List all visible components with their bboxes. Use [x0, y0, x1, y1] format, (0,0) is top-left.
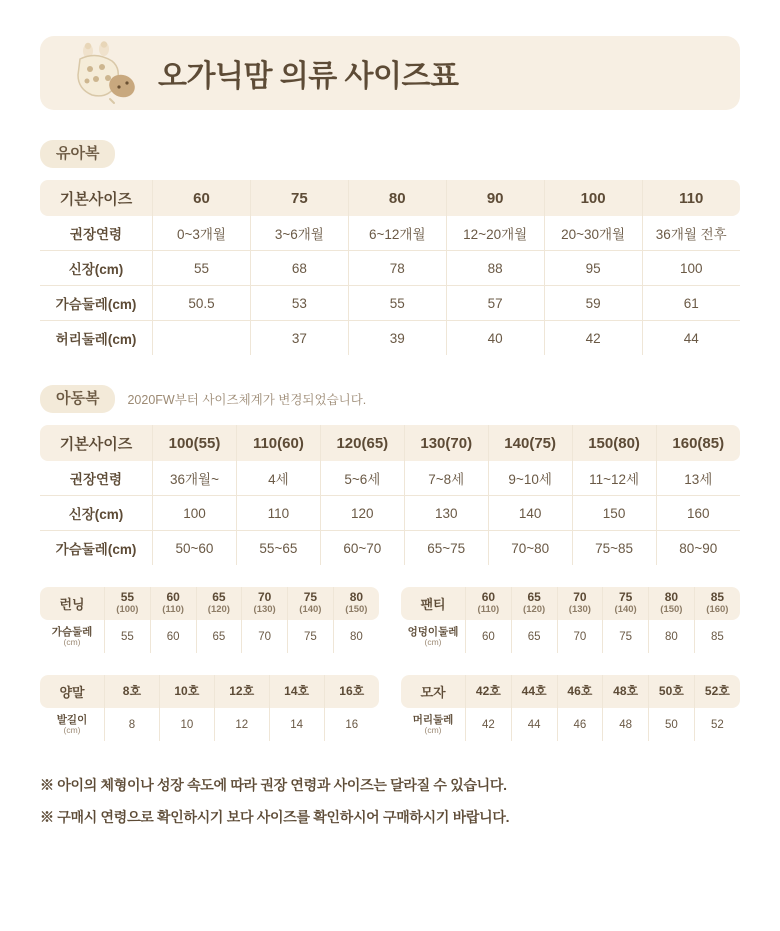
table-cell: 44	[511, 708, 557, 741]
table-cell: 14	[269, 708, 324, 741]
table-cell: 80	[649, 620, 695, 653]
table-cell: 11~12세	[572, 461, 656, 496]
column-header: 10호	[159, 675, 214, 708]
table-cell: 7~8세	[404, 461, 488, 496]
mini-tables-row-2	[40, 675, 740, 741]
column-header: 70 (130)	[557, 587, 603, 620]
table-cell: 65	[511, 620, 557, 653]
giraffe-mascot-icon	[66, 41, 144, 105]
table-cell: 36개월~	[153, 461, 237, 496]
table-cell: 88	[446, 251, 544, 286]
table-cell: 80~90	[679, 540, 718, 556]
mini-table-running	[40, 587, 379, 653]
table-cell: 68	[250, 251, 348, 286]
table-cell: 130	[404, 496, 488, 531]
table-cell	[153, 321, 251, 356]
table-cell: 55~65	[236, 531, 320, 566]
row-label: 엉덩이둘레 (cm)	[401, 620, 466, 653]
table-cell: 140	[488, 496, 572, 531]
table-cell: 75~85	[572, 531, 656, 566]
column-header: 8호	[105, 675, 160, 708]
row-label: 발길이 (cm)	[40, 708, 105, 741]
table-cell: 5~6세	[320, 461, 404, 496]
note-line: ※ 아이의 체형이나 성장 속도에 따라 권장 연령과 사이즈는 달라질 수 있습니다.	[40, 777, 507, 793]
column-header: 55 (100)	[105, 587, 151, 620]
table-cell: 12~20개월	[446, 216, 544, 251]
column-header: 65 (120)	[196, 587, 242, 620]
mini-title: 양말	[40, 675, 105, 708]
column-header: 80 (150)	[333, 587, 379, 620]
table-cell: 6~12개월	[348, 216, 446, 251]
table-cell: 70	[557, 620, 603, 653]
table-cell: 52	[694, 708, 740, 741]
table-cell: 110	[236, 496, 320, 531]
table-cell: 50	[649, 708, 695, 741]
table-row	[40, 251, 740, 286]
column-header: 70 (130)	[242, 587, 288, 620]
infant-size-table	[40, 180, 740, 355]
table-cell: 12	[214, 708, 269, 741]
table-cell: 80	[333, 620, 379, 653]
table-cell: 16	[324, 708, 379, 741]
table-cell: 65~75	[404, 531, 488, 566]
table-cell: 20~30개월	[544, 216, 642, 251]
table-row	[40, 286, 740, 321]
table-header-row	[40, 675, 379, 708]
table-cell: 85	[694, 620, 740, 653]
row-label: 권장연령	[40, 216, 153, 251]
table-header-row	[401, 675, 740, 708]
column-header: 기본사이즈	[40, 425, 153, 461]
table-cell: 160	[656, 496, 740, 531]
table-cell: 60~70	[320, 531, 404, 566]
row-label: 신장(cm)	[40, 251, 153, 286]
row-label: 권장연령	[40, 461, 153, 496]
mini-table-socks	[40, 675, 379, 741]
column-header: 100	[544, 180, 642, 216]
table-row	[40, 216, 740, 251]
footer-notes	[40, 775, 740, 827]
page-header	[40, 36, 740, 110]
column-header: 65 (120)	[511, 587, 557, 620]
table-cell: 44	[683, 330, 699, 346]
column-header: 150(80)	[572, 425, 656, 461]
column-header: 120(65)	[320, 425, 404, 461]
mini-title: 런닝	[40, 587, 105, 620]
table-row	[40, 321, 740, 356]
column-header: 130(70)	[404, 425, 488, 461]
row-label: 가슴둘레(cm)	[40, 286, 153, 321]
table-cell: 150	[572, 496, 656, 531]
column-header: 75 (140)	[288, 587, 334, 620]
table-cell: 60	[150, 620, 196, 653]
column-header: 46호	[557, 675, 603, 708]
table-row	[40, 708, 379, 741]
table-cell: 95	[544, 251, 642, 286]
column-header: 44호	[511, 675, 557, 708]
column-header: 100(55)	[153, 425, 237, 461]
table-header-row	[40, 180, 740, 216]
table-row	[40, 496, 740, 531]
table-row	[401, 620, 740, 653]
table-cell: 120	[320, 496, 404, 531]
table-cell: 53	[250, 286, 348, 321]
table-cell: 40	[446, 321, 544, 356]
infant-section-head	[40, 140, 740, 168]
table-cell: 50~60	[153, 531, 237, 566]
kids-size-table	[40, 425, 740, 565]
column-header: 85 (160)	[694, 587, 740, 620]
table-cell: 10	[159, 708, 214, 741]
column-header: 52호	[694, 675, 740, 708]
table-cell: 57	[446, 286, 544, 321]
row-label: 허리둘레(cm)	[40, 321, 153, 356]
table-cell: 75	[603, 620, 649, 653]
mini-table-panty	[401, 587, 740, 653]
column-header: 140(75)	[488, 425, 572, 461]
column-header: 160(85)	[656, 425, 740, 461]
column-header: 48호	[603, 675, 649, 708]
column-header: 12호	[214, 675, 269, 708]
table-header-row	[40, 587, 379, 620]
table-cell: 8	[105, 708, 160, 741]
table-cell: 60	[466, 620, 512, 653]
column-header: 75 (140)	[603, 587, 649, 620]
table-cell: 48	[603, 708, 649, 741]
table-cell: 70	[242, 620, 288, 653]
table-cell: 70~80	[488, 531, 572, 566]
table-row	[40, 531, 740, 566]
table-cell: 61	[642, 286, 740, 321]
table-header-row	[401, 587, 740, 620]
table-cell: 55	[153, 251, 251, 286]
kids-section-head	[40, 385, 740, 413]
note-line: ※ 구매시 연령으로 확인하시기 보다 사이즈를 확인하시어 구매하시기 바랍니다.	[40, 809, 510, 825]
mini-title: 모자	[401, 675, 466, 708]
table-cell: 65	[196, 620, 242, 653]
row-label: 가슴둘레(cm)	[40, 531, 153, 566]
column-header: 기본사이즈	[40, 180, 153, 216]
column-header: 14호	[269, 675, 324, 708]
table-cell: 9~10세	[488, 461, 572, 496]
row-label: 가슴둘레 (cm)	[40, 620, 105, 653]
table-row	[40, 620, 379, 653]
column-header: 90	[446, 180, 544, 216]
column-header: 110(60)	[236, 425, 320, 461]
column-header: 50호	[649, 675, 695, 708]
column-header: 60 (110)	[150, 587, 196, 620]
table-cell: 42	[466, 708, 512, 741]
table-cell: 100	[153, 496, 237, 531]
table-cell: 13세	[656, 461, 740, 496]
column-header: 110	[642, 180, 740, 216]
column-header: 80	[348, 180, 446, 216]
table-cell: 100	[642, 251, 740, 286]
table-cell: 55	[105, 620, 151, 653]
table-cell: 37	[250, 321, 348, 356]
table-cell: 0~3개월	[153, 216, 251, 251]
table-cell: 39	[348, 321, 446, 356]
table-cell: 3~6개월	[250, 216, 348, 251]
kids-section-note: 2020FW부터 사이즈체계가 변경되었습니다.	[127, 393, 367, 407]
table-row	[401, 708, 740, 741]
page-title: 오가닉맘 의류 사이즈표	[158, 60, 459, 93]
table-cell: 59	[544, 286, 642, 321]
infant-section-label: 유아복	[40, 140, 115, 168]
kids-section-label: 아동복	[40, 385, 115, 413]
mini-table-hat	[401, 675, 740, 741]
table-cell: 4세	[236, 461, 320, 496]
column-header: 16호	[324, 675, 379, 708]
column-header: 60 (110)	[466, 587, 512, 620]
table-cell: 42	[544, 321, 642, 356]
table-cell: 75	[288, 620, 334, 653]
mini-title: 팬티	[401, 587, 466, 620]
table-cell: 46	[557, 708, 603, 741]
column-header: 42호	[466, 675, 512, 708]
row-label: 신장(cm)	[40, 496, 153, 531]
table-cell: 36개월 전후	[642, 216, 740, 251]
table-cell: 55	[348, 286, 446, 321]
size-chart-page	[0, 36, 780, 931]
mini-tables-row-1	[40, 587, 740, 653]
row-label: 머리둘레 (cm)	[401, 708, 466, 741]
table-row	[40, 461, 740, 496]
column-header: 60	[153, 180, 251, 216]
table-cell: 78	[348, 251, 446, 286]
column-header: 75	[250, 180, 348, 216]
table-header-row	[40, 425, 740, 461]
table-cell: 50.5	[153, 286, 251, 321]
column-header: 80 (150)	[649, 587, 695, 620]
